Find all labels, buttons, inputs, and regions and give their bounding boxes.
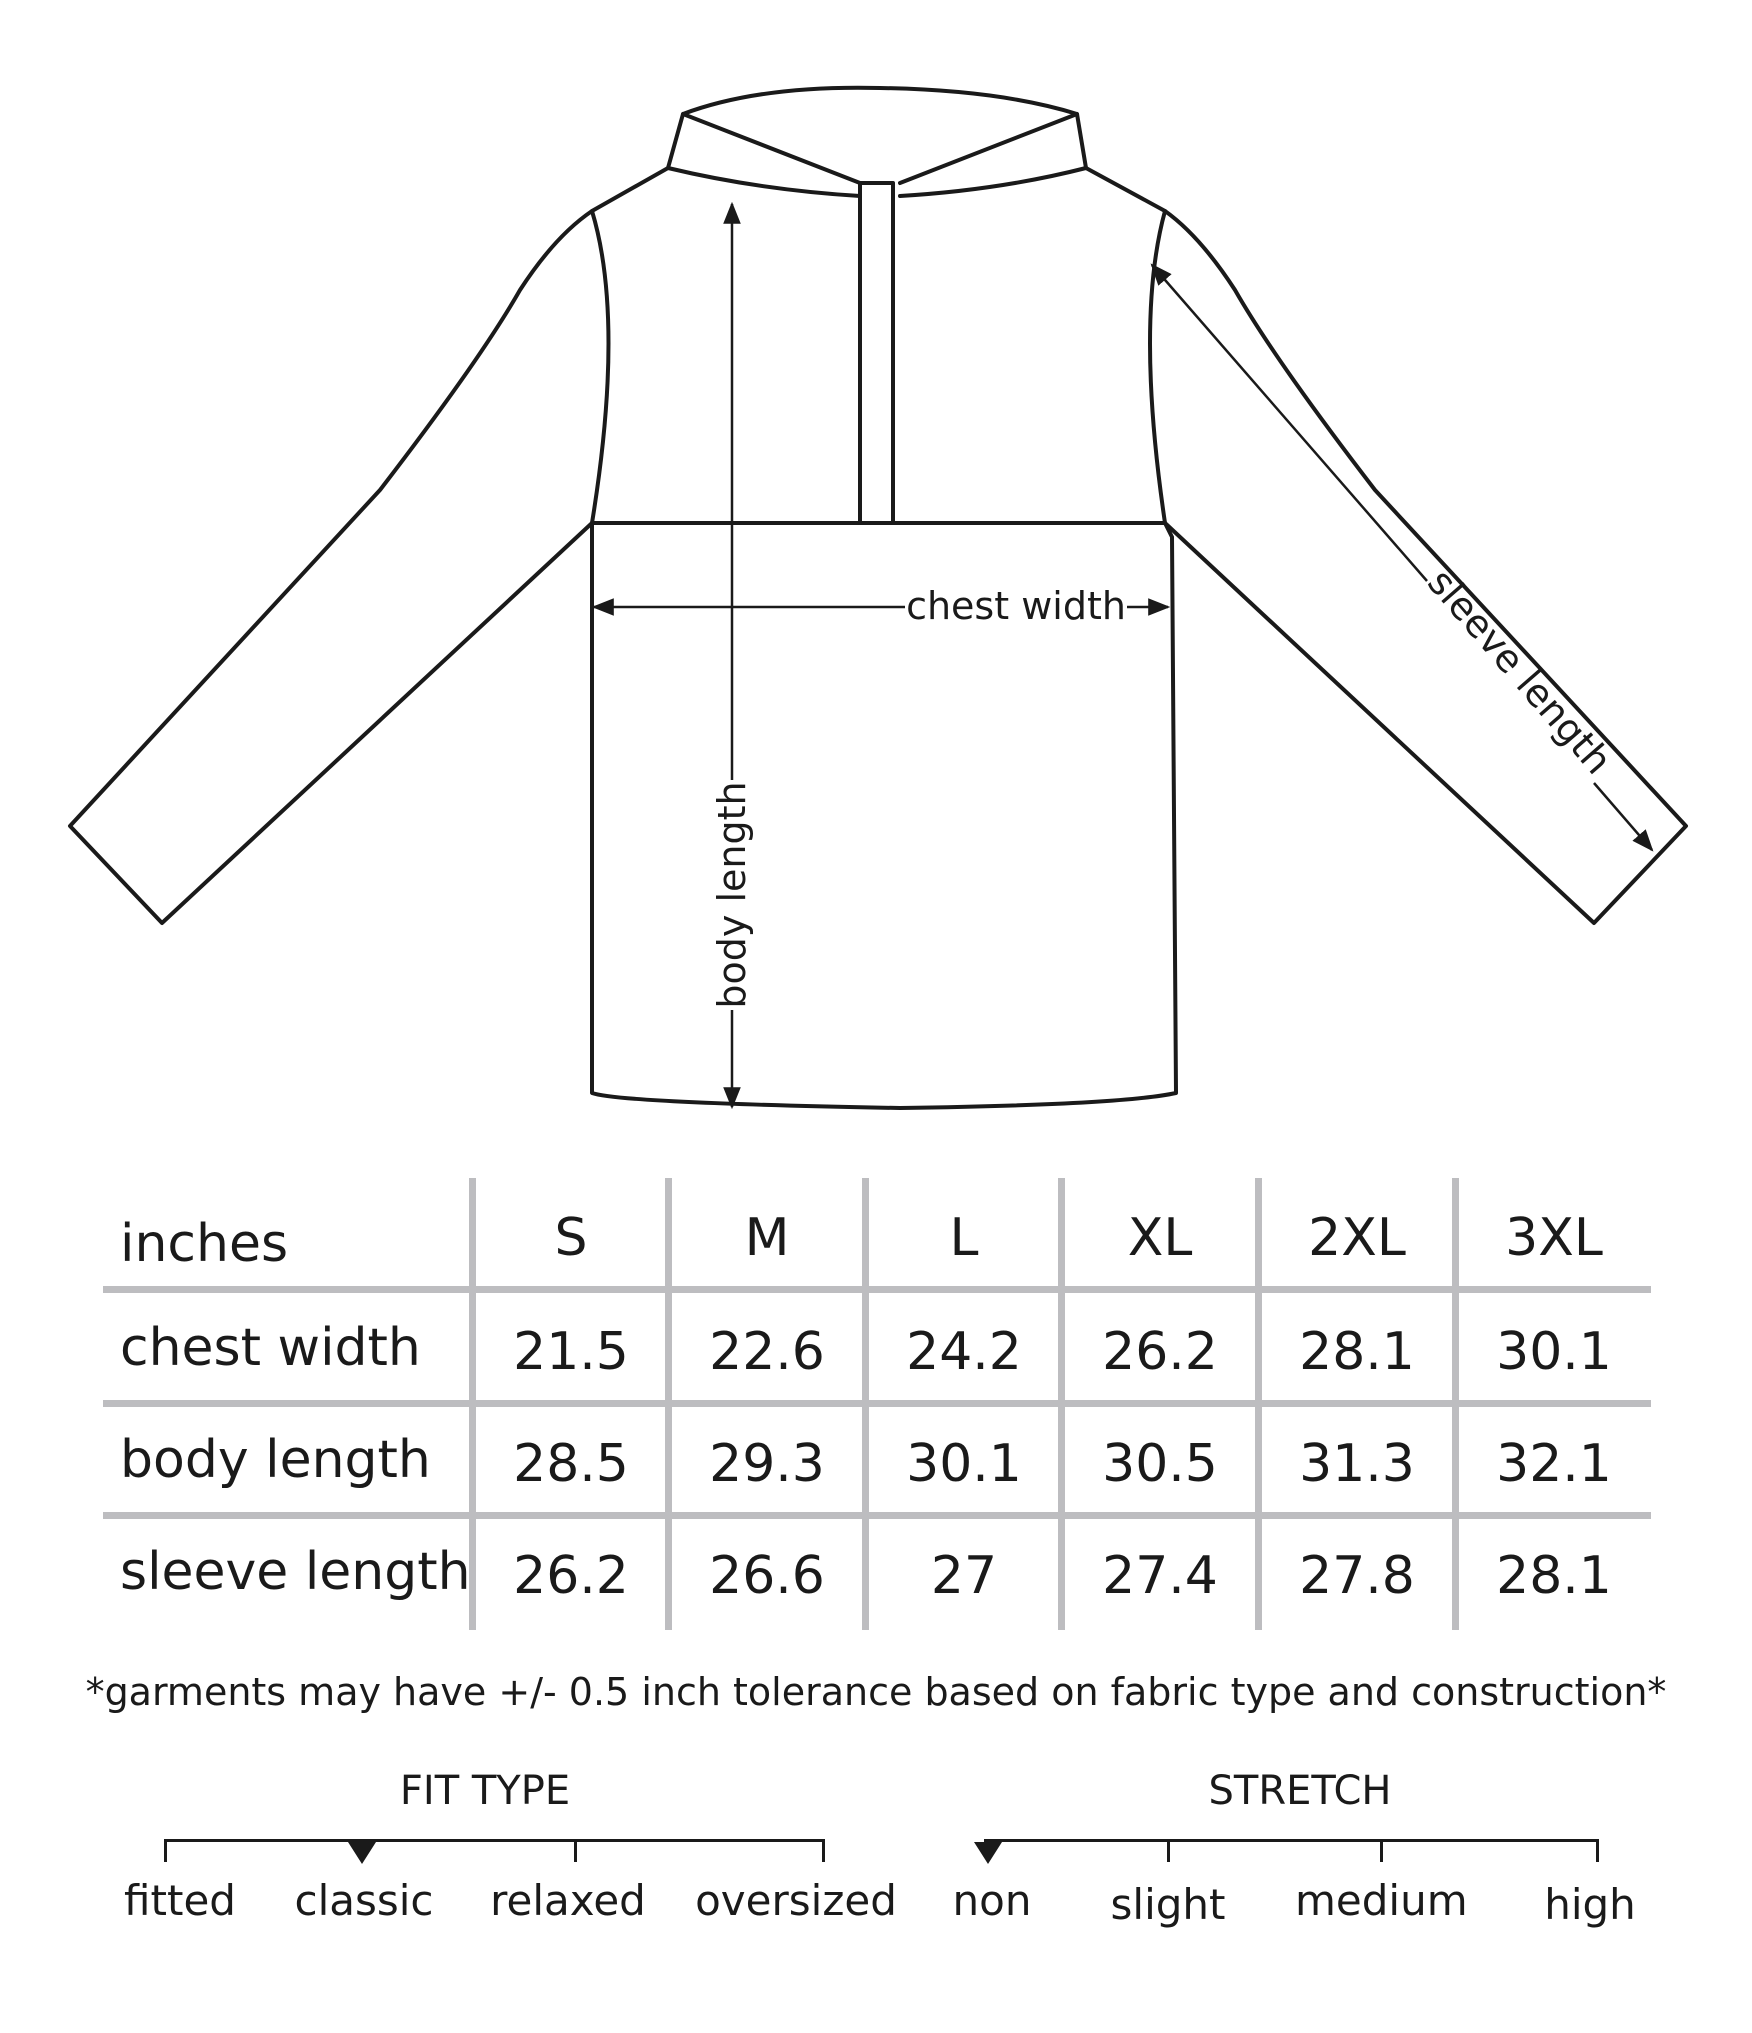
table-cell: 30.1 [906,1434,1022,1494]
sleeve-length-arrow-top [1152,265,1427,581]
stretch-option: high [1544,1880,1636,1929]
table-cell: 30.1 [1496,1322,1612,1382]
body-length-label: body length [710,781,754,1009]
hood-inner-left [683,114,860,183]
fit-type-selected-marker [346,1840,378,1866]
table-row-divider [103,1512,1651,1519]
table-cell: 31.3 [1299,1434,1415,1494]
chest-width-label: chest width [906,584,1126,628]
fit-type-title: FIT TYPE [399,1768,571,1814]
sleeve-length-label: sleeve length [1419,560,1621,783]
fit-type-tick [164,1840,167,1862]
stretch-tick [1380,1840,1383,1862]
table-row-label: sleeve length [120,1542,471,1602]
size-header: M [744,1208,790,1268]
table-cell: 27.8 [1299,1546,1415,1606]
left-armhole [592,211,609,523]
table-cell: 24.2 [906,1322,1022,1382]
zip-placket [860,183,893,523]
table-cell: 28.1 [1496,1546,1612,1606]
fit-type-option: fitted [124,1876,236,1925]
table-row-divider [103,1286,1651,1293]
table-cell: 21.5 [513,1322,629,1382]
stretch-option: medium [1295,1876,1468,1925]
table-cell: 26.2 [513,1546,629,1606]
table-unit-label: inches [120,1214,289,1274]
size-header: S [554,1208,588,1268]
table-cell: 30.5 [1102,1434,1218,1494]
table-row-label: body length [120,1430,431,1490]
table-row-label: chest width [120,1318,421,1378]
right-armhole [1150,211,1165,523]
stretch-tick [1596,1840,1599,1862]
table-cell: 27.4 [1102,1546,1218,1606]
fit-type-tick [574,1840,577,1862]
stretch-selected-marker [972,1840,1004,1866]
table-cell: 28.5 [513,1434,629,1494]
fit-type-tick [822,1840,825,1862]
table-cell: 22.6 [709,1322,825,1382]
table-cell: 32.1 [1496,1434,1612,1494]
table-cell: 28.1 [1299,1322,1415,1382]
table-cell: 26.6 [709,1546,825,1606]
left-sleeve [70,168,668,923]
size-header: 2XL [1308,1208,1406,1268]
stretch-tick [1167,1840,1170,1862]
fit-type-option: classic [294,1876,434,1925]
size-header: 3XL [1505,1208,1603,1268]
table-cell: 27 [930,1546,998,1606]
stretch-title: STRETCH [1208,1768,1392,1814]
fit-type-line [164,1839,825,1842]
hood-inner-right [900,114,1077,183]
size-header: XL [1127,1208,1193,1268]
size-header: L [949,1208,979,1268]
fit-type-option: oversized [695,1876,897,1925]
stretch-line [984,1839,1599,1842]
table-row-divider [103,1400,1651,1407]
stretch-option: non [952,1876,1032,1925]
right-sleeve [1086,168,1686,923]
table-cell: 29.3 [709,1434,825,1494]
table-cell: 26.2 [1102,1322,1218,1382]
stretch-option: slight [1110,1880,1226,1929]
sleeve-length-arrow-bottom [1594,783,1652,850]
hood-outline [668,88,1086,168]
tolerance-footnote: *garments may have +/- 0.5 inch tolerance based on fabric type and construction* [85,1670,1667,1714]
fit-type-option: relaxed [490,1876,646,1925]
